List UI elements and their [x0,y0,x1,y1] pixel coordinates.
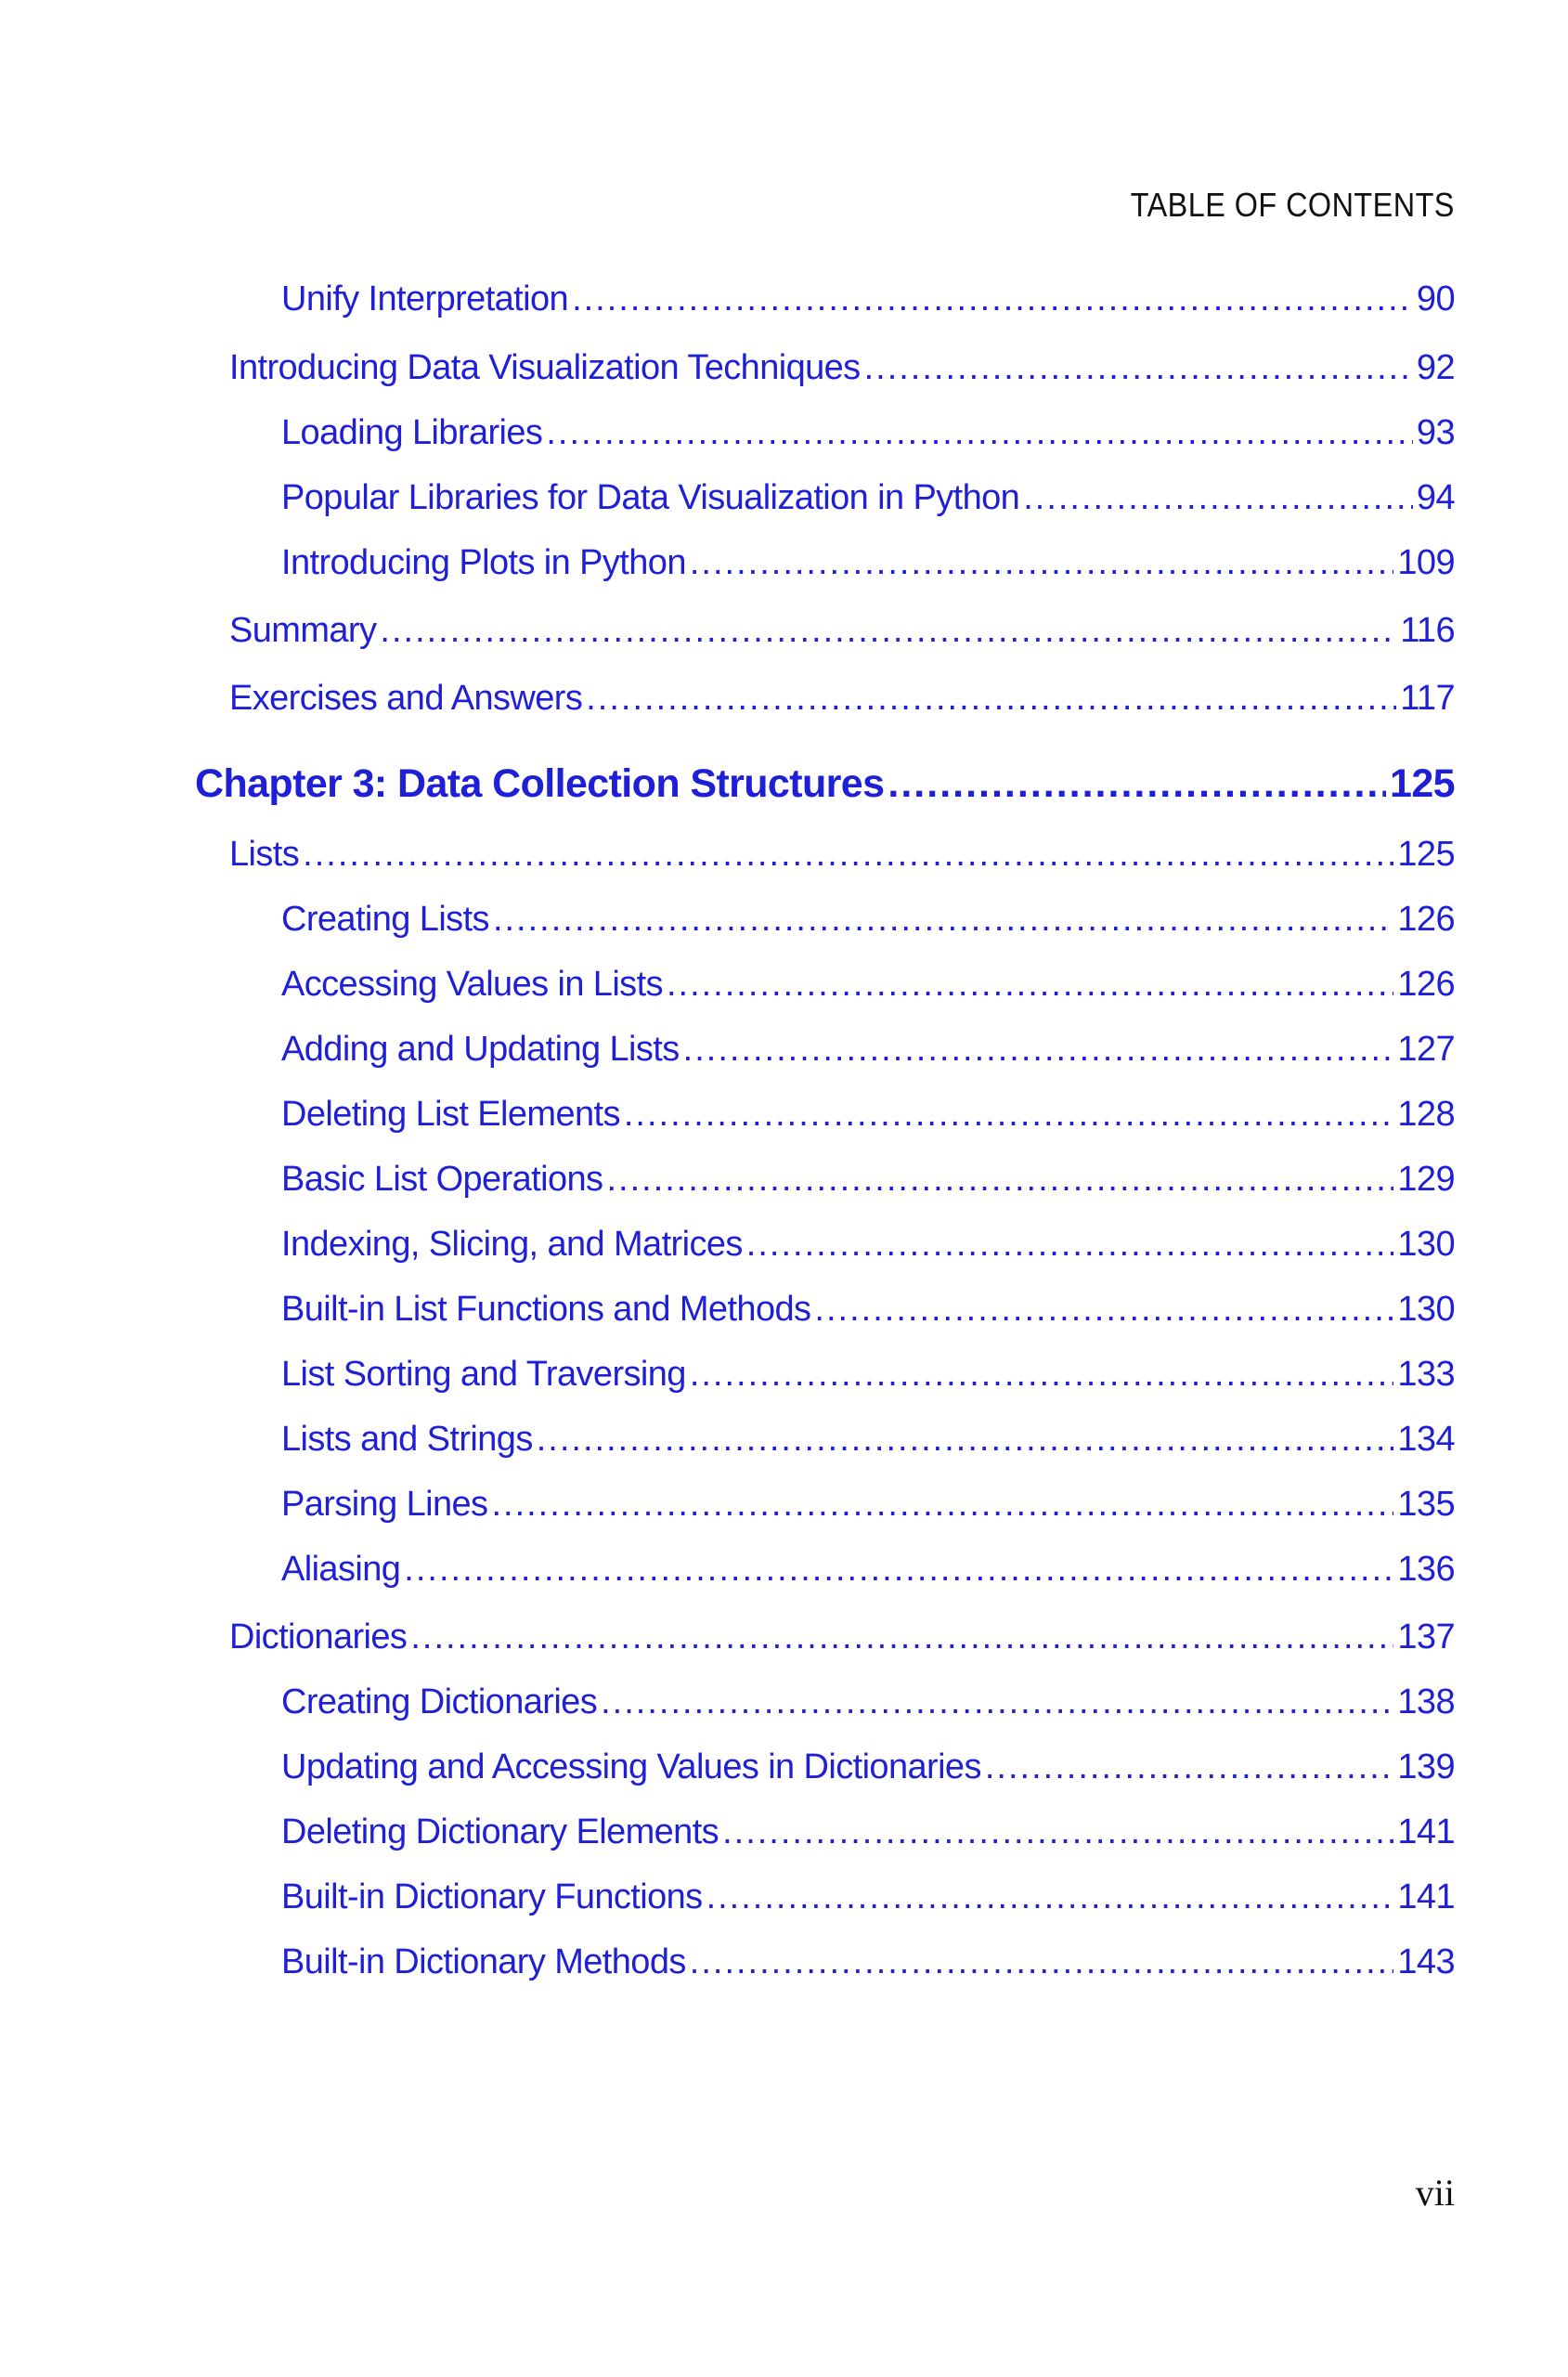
dot-leader [722,1810,1393,1854]
toc-entry-title: Parsing Lines [281,1485,488,1524]
dot-leader [404,1547,1393,1591]
toc-entry-title: Chapter 3: Data Collection Structures [195,761,885,806]
toc-entry-title: Introducing Plots in Python [281,543,686,582]
dot-leader [1023,475,1413,520]
toc-entry-page: 138 [1397,1682,1455,1721]
toc-entry-page: 126 [1397,965,1455,1004]
toc-entry-title: Creating Lists [281,900,489,939]
dot-leader [601,1680,1393,1724]
dot-leader [814,1287,1393,1331]
toc-entry-title: Indexing, Slicing, and Matrices [281,1225,743,1264]
dot-leader [690,1940,1394,1984]
toc-entry-title: Built-in Dictionary Functions [281,1877,703,1916]
toc-entry-popular-libraries[interactable] [281,475,1455,520]
dot-leader [410,1615,1393,1659]
toc-entry-aliasing[interactable] [281,1547,1455,1591]
dot-leader [572,277,1413,321]
toc-entry-introducing-plots[interactable] [281,540,1455,585]
dot-leader [864,345,1413,390]
toc-entry-page: 143 [1397,1942,1455,1981]
toc-entry-title: Loading Libraries [281,413,543,452]
toc-entry-title: Unify Interpretation [281,279,569,318]
toc-entry-page: 125 [1390,761,1455,806]
dot-leader [667,962,1393,1007]
toc-entry-updating-accessing-dictionaries[interactable] [281,1745,1455,1789]
toc-entry-adding-and-updating-lists[interactable] [281,1027,1455,1072]
toc-entry-page: 141 [1397,1877,1455,1916]
dot-leader [380,608,1396,653]
dot-leader [606,1157,1393,1201]
toc-entry-built-in-dictionary-methods[interactable] [281,1940,1455,1984]
toc-entry-page: 93 [1416,413,1455,452]
toc-entry-page: 135 [1397,1485,1455,1524]
toc-entry-lists-and-strings[interactable] [281,1417,1455,1461]
toc-entry-title: Summary [229,611,377,650]
page-number: vii [1415,2172,1455,2214]
toc-entry-title: Built-in Dictionary Methods [281,1942,686,1981]
toc-entry-deleting-list-elements[interactable] [281,1092,1455,1137]
dot-leader [546,410,1413,455]
dot-leader [493,897,1393,942]
toc-entry-indexing-slicing-matrices[interactable] [281,1222,1455,1266]
toc-entry-basic-list-operations[interactable] [281,1157,1455,1201]
toc-entry-introducing-data-visualization[interactable] [229,345,1455,390]
toc-entry-page: 128 [1397,1095,1455,1134]
toc-entry-title: Accessing Values in Lists [281,965,663,1004]
toc-entry-page: 136 [1397,1550,1455,1589]
toc-entry-summary[interactable] [229,608,1455,653]
toc-entry-deleting-dictionary-elements[interactable] [281,1810,1455,1854]
dot-leader [690,1352,1394,1396]
toc-entry-title: Creating Dictionaries [281,1682,598,1721]
toc-entry-page: 133 [1397,1355,1455,1394]
toc-entry-title: Deleting Dictionary Elements [281,1812,719,1851]
toc-entry-unify-interpretation[interactable] [281,277,1455,321]
toc-entry-page: 126 [1397,900,1455,939]
dot-leader [491,1482,1393,1526]
toc-entry-page: 94 [1416,478,1455,517]
dot-leader [303,832,1393,877]
toc-entry-chapter-3[interactable] [195,761,1455,806]
toc-entry-title: Updating and Accessing Values in Dictionaries [281,1747,981,1786]
toc-entry-title: Dictionaries [229,1617,408,1656]
toc-entry-creating-lists[interactable] [281,897,1455,942]
toc-entry-loading-libraries[interactable] [281,410,1455,455]
dot-leader [706,1875,1394,1919]
dot-leader [888,761,1386,806]
dot-leader [537,1417,1394,1461]
toc-entry-list-sorting-traversing[interactable] [281,1352,1455,1396]
dot-leader [746,1222,1394,1266]
toc-entry-page: 137 [1397,1617,1455,1656]
toc-entry-title: Lists [229,835,300,874]
toc-entry-page: 130 [1397,1225,1455,1264]
toc-entry-page: 92 [1416,348,1455,387]
dot-leader [624,1092,1394,1137]
toc-entry-title: Aliasing [281,1550,401,1589]
toc-entry-title: List Sorting and Traversing [281,1355,686,1394]
toc-entry-title: Introducing Data Visualization Techniques [229,348,861,387]
toc-entry-page: 129 [1397,1160,1455,1199]
toc-entry-lists[interactable] [229,832,1455,877]
toc-entry-page: 130 [1397,1290,1455,1329]
dot-leader [690,540,1394,585]
toc-entry-title: Adding and Updating Lists [281,1030,680,1069]
toc-entry-page: 117 [1400,679,1455,718]
toc-entry-dictionaries[interactable] [229,1615,1455,1659]
toc-entry-page: 125 [1397,835,1455,874]
toc-entry-page: 141 [1397,1812,1455,1851]
toc-entry-page: 139 [1397,1747,1455,1786]
toc-entry-built-in-dictionary-functions[interactable] [281,1875,1455,1919]
toc-entry-creating-dictionaries[interactable] [281,1680,1455,1724]
toc-entry-title: Basic List Operations [281,1160,603,1199]
toc-entry-title: Built-in List Functions and Methods [281,1290,811,1329]
toc-entry-page: 109 [1397,543,1455,582]
toc-entry-title: Exercises and Answers [229,679,583,718]
toc-entry-built-in-list-functions[interactable] [281,1287,1455,1331]
toc-entry-accessing-values-in-lists[interactable] [281,962,1455,1007]
toc-entry-title: Lists and Strings [281,1420,533,1459]
dot-leader [586,676,1396,721]
toc-entry-page: 90 [1416,279,1455,318]
toc-entry-parsing-lines[interactable] [281,1482,1455,1526]
toc-entry-title: Popular Libraries for Data Visualization in Python [281,478,1020,517]
toc-entry-title: Deleting List Elements [281,1095,620,1134]
toc-entry-page: 127 [1397,1030,1455,1069]
dot-leader [985,1745,1394,1789]
toc-entry-page: 116 [1400,611,1455,650]
toc-entry-page: 134 [1397,1420,1455,1459]
running-head: TABLE OF CONTENTS [1130,186,1455,224]
toc-entry-exercises-and-answers[interactable] [229,676,1455,721]
dot-leader [683,1027,1394,1072]
